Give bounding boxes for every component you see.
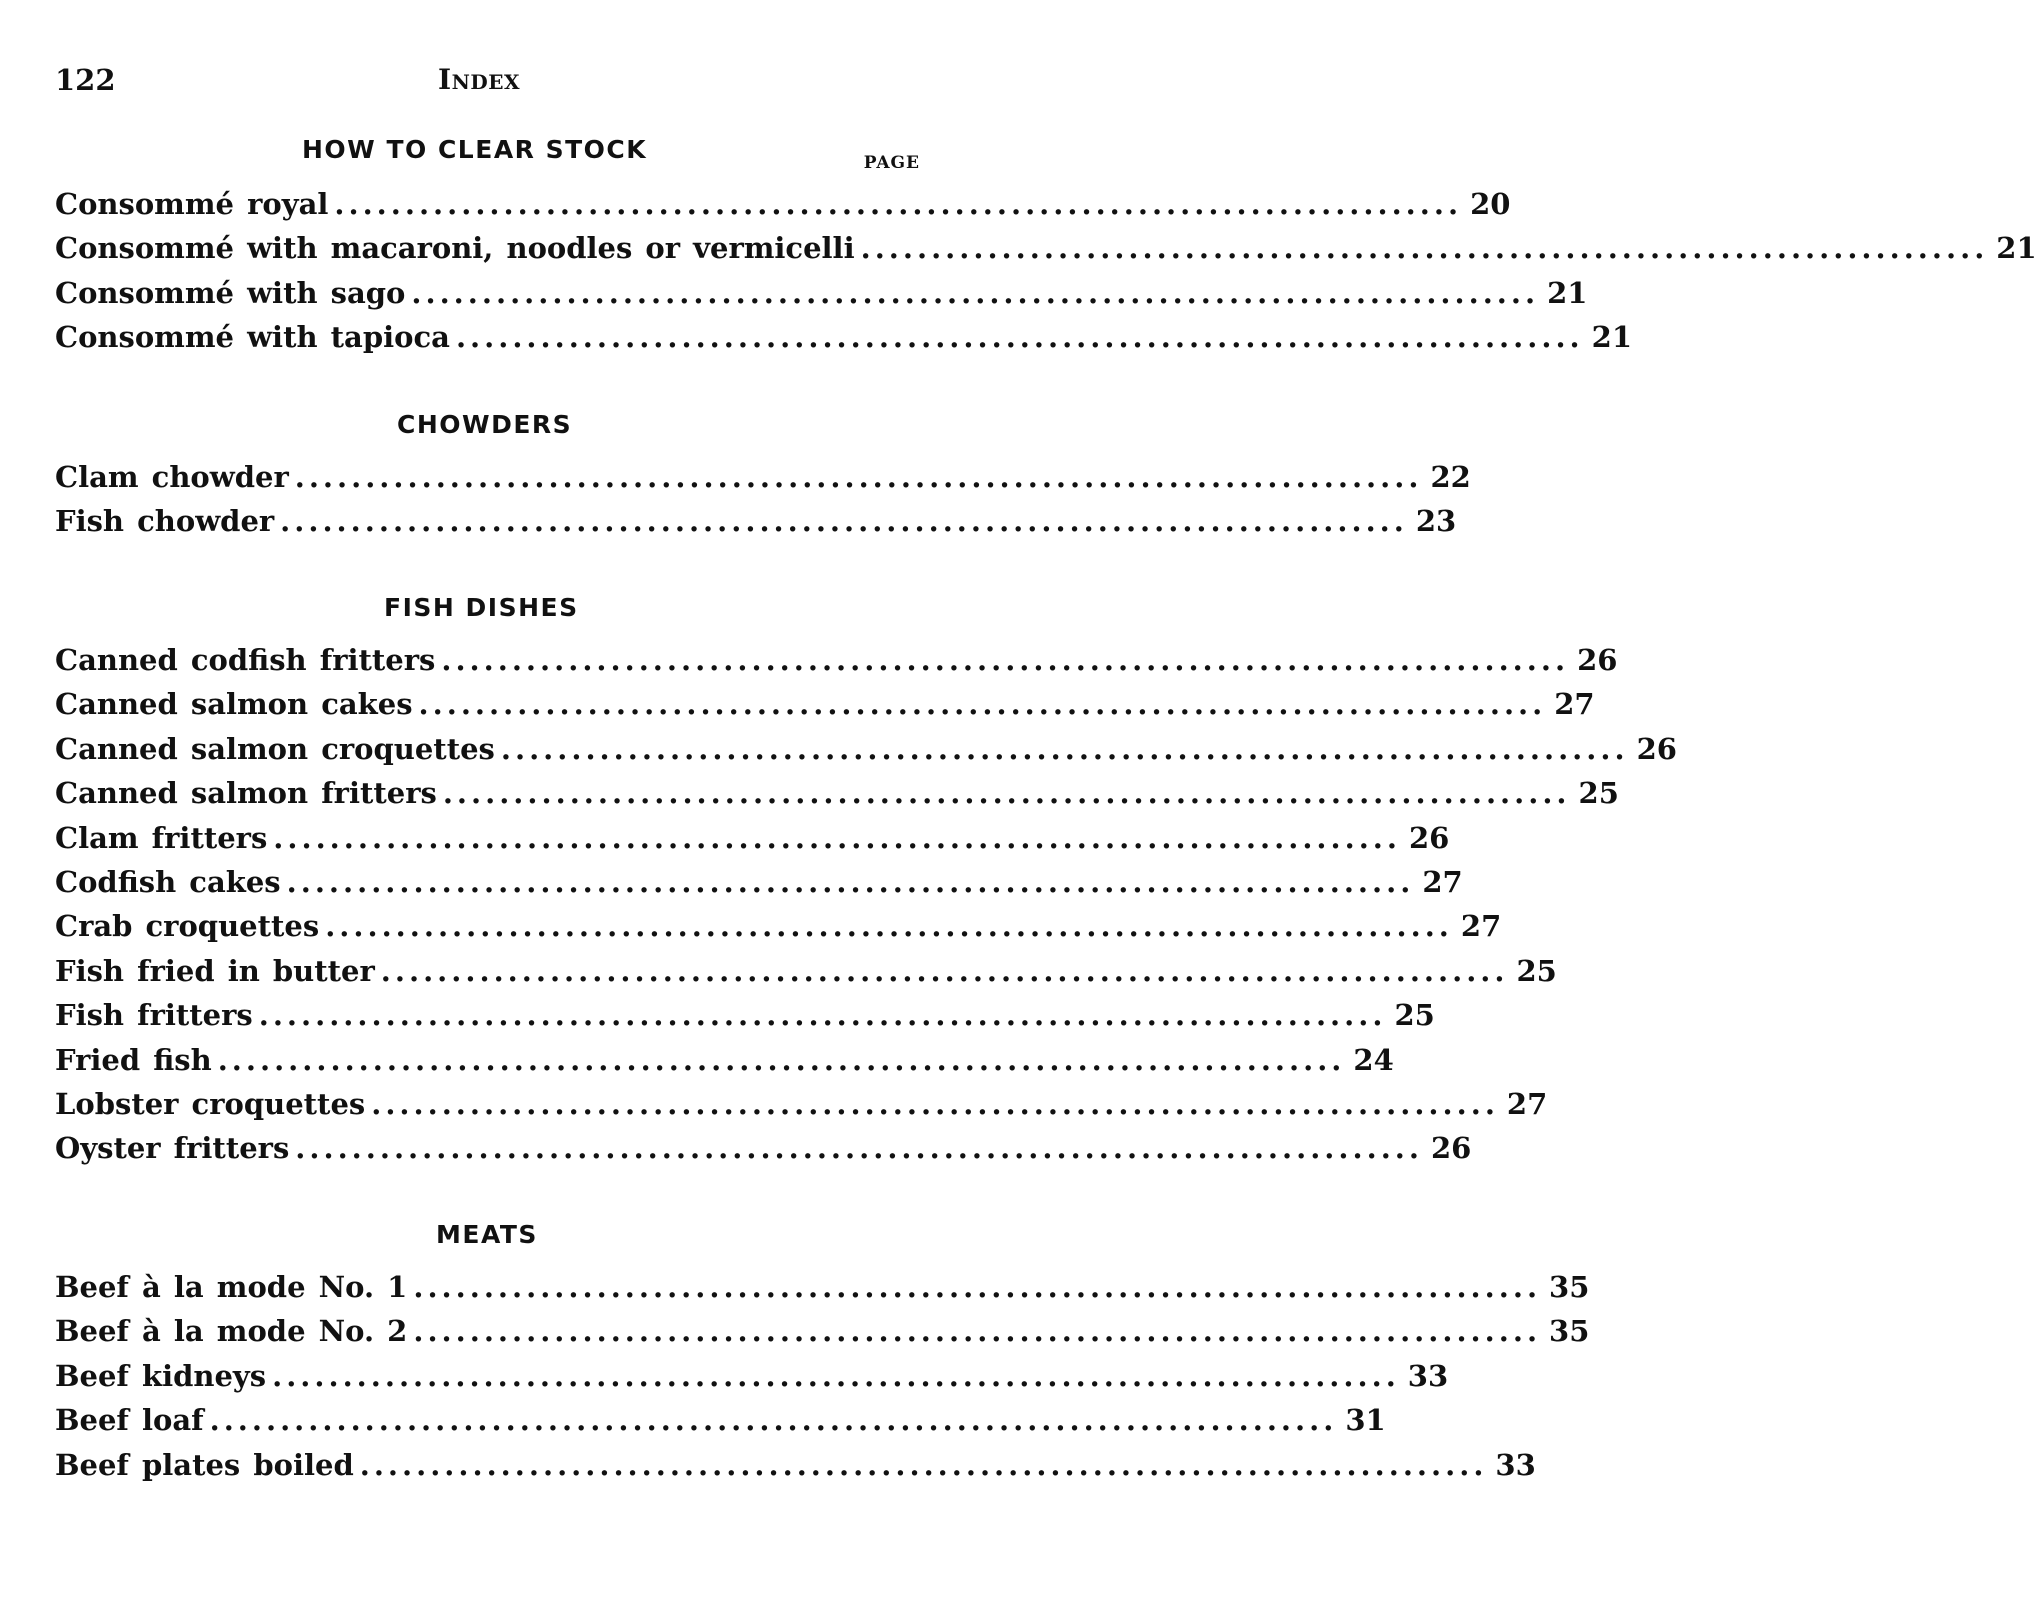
- entry-title: Consommé with sago: [55, 275, 406, 310]
- index-entry: [55, 1126, 1472, 1170]
- entry-page: 35: [1549, 1270, 1590, 1304]
- dot-leader: ................................................................................: [280, 504, 1408, 539]
- index-entry: [55, 1265, 1590, 1309]
- entry-title: Clam fritters: [55, 820, 268, 855]
- dot-leader: ................................................................................: [371, 1086, 1499, 1121]
- entry-page: 21: [1996, 231, 2037, 266]
- section-entries-fish-dishes: [55, 638, 1677, 1171]
- index-entry: [55, 226, 2037, 270]
- dot-leader: ................................................................................: [441, 643, 1570, 677]
- dot-leader: ................................................................................: [294, 460, 1423, 494]
- entry-title: Fish fritters: [55, 998, 253, 1033]
- dot-leader: ................................................................................: [217, 1042, 1346, 1077]
- section-heading-meats: MEATS: [436, 1220, 538, 1249]
- dot-leader: ................................................................................: [380, 953, 1509, 988]
- index-entry: [55, 727, 1677, 771]
- index-entry: [55, 860, 1463, 904]
- entry-page: 20: [1470, 187, 1511, 221]
- dot-leader: ................................................................................: [325, 909, 1453, 944]
- entry-title: Canned salmon cakes: [55, 687, 413, 722]
- entry-title: Codfish cakes: [55, 864, 281, 899]
- index-entry: [55, 638, 1618, 682]
- dot-leader: ................................................................................: [295, 1131, 1423, 1166]
- section-entries-chowders: [55, 455, 1471, 544]
- entry-title: Fish fried in butter: [55, 953, 375, 988]
- entry-page: 33: [1407, 1358, 1449, 1393]
- index-entry: [55, 1309, 1590, 1353]
- entry-title: Fish chowder: [55, 504, 275, 539]
- entry-page: 27: [1506, 1086, 1548, 1121]
- index-entry: [55, 1038, 1394, 1082]
- entry-page: 24: [1353, 1042, 1394, 1077]
- dot-leader: ................................................................................: [500, 731, 1629, 766]
- entry-title: Beef plates boiled: [55, 1447, 354, 1482]
- entry-page: 27: [1422, 864, 1463, 899]
- index-entry: [55, 816, 1450, 860]
- index-entry: [55, 1082, 1548, 1126]
- entry-page: 25: [1394, 998, 1435, 1033]
- entry-page: 26: [1430, 1131, 1472, 1166]
- dot-leader: ................................................................................: [418, 687, 1547, 722]
- page-column-label: PAGE: [863, 153, 920, 173]
- entry-title: Canned salmon croquettes: [55, 731, 495, 766]
- index-entry: [55, 1398, 1386, 1442]
- entry-title: Beef à la mode No. 2: [55, 1314, 408, 1349]
- entry-page: 21: [1547, 275, 1588, 310]
- section-heading-fish-dishes: FISH DISHES: [384, 593, 579, 622]
- entry-title: Crab croquettes: [55, 909, 320, 944]
- entry-page: 22: [1430, 460, 1471, 494]
- entry-title: Canned salmon fritters: [55, 776, 437, 811]
- index-entry: [55, 904, 1502, 948]
- index-entry: [55, 182, 1511, 226]
- dot-leader: ................................................................................: [413, 1270, 1542, 1304]
- dot-leader: ................................................................................: [860, 231, 1989, 266]
- index-entry: [55, 771, 1619, 815]
- dot-leader: ................................................................................: [455, 320, 1584, 355]
- entry-page: 26: [1409, 820, 1450, 855]
- entry-title: Beef à la mode No. 1: [55, 1270, 408, 1304]
- dot-leader: ................................................................................: [273, 820, 1401, 855]
- dot-leader: ................................................................................: [359, 1447, 1488, 1482]
- dot-leader: ................................................................................: [411, 275, 1540, 310]
- section-heading-chowders: CHOWDERS: [397, 410, 573, 439]
- index-entry: [55, 1443, 1536, 1487]
- index-entry: [55, 271, 1588, 315]
- entry-page: 26: [1577, 643, 1618, 677]
- entry-page: 33: [1495, 1447, 1536, 1482]
- page-number: 122: [55, 63, 116, 97]
- entry-page: 25: [1516, 953, 1557, 988]
- entry-page: 26: [1636, 731, 1677, 766]
- index-entry: [55, 499, 1457, 543]
- entry-title: Oyster fritters: [55, 1131, 290, 1166]
- index-entry: [55, 993, 1435, 1037]
- index-entry: [55, 315, 1632, 359]
- section-entries-how-to-clear-stock: [55, 182, 2037, 360]
- entry-title: Consommé with tapioca: [55, 320, 450, 355]
- dot-leader: ................................................................................: [209, 1403, 1338, 1438]
- entry-title: Fried fish: [55, 1042, 212, 1077]
- entry-title: Consommé with macaroni, noodles or vermicelli: [55, 231, 855, 266]
- entry-page: 25: [1578, 776, 1619, 811]
- dot-leader: ................................................................................: [413, 1314, 1542, 1349]
- running-head: [55, 62, 920, 102]
- index-entry: [55, 682, 1595, 726]
- entry-title: Canned codfish fritters: [55, 643, 436, 677]
- entry-page: 31: [1345, 1403, 1386, 1438]
- dot-leader: ................................................................................: [442, 776, 1571, 811]
- section-heading-how-to-clear-stock: HOW TO CLEAR STOCK: [302, 135, 648, 164]
- entry-page: 23: [1415, 504, 1457, 539]
- section-entries-meats: [55, 1265, 1590, 1487]
- dot-leader: ................................................................................: [258, 998, 1387, 1033]
- entry-page: 21: [1591, 320, 1632, 355]
- entry-page: 35: [1549, 1314, 1590, 1349]
- dot-leader: ................................................................................: [334, 187, 1463, 221]
- index-entry: [55, 455, 1471, 499]
- entry-title: Clam chowder: [55, 460, 289, 494]
- dot-leader: ................................................................................: [272, 1358, 1400, 1393]
- entry-title: Beef kidneys: [55, 1358, 267, 1393]
- index-entry: [55, 1354, 1449, 1398]
- index-entry: [55, 949, 1557, 993]
- entry-title: Lobster croquettes: [55, 1086, 366, 1121]
- dot-leader: ................................................................................: [286, 864, 1415, 899]
- entry-page: 27: [1554, 687, 1595, 722]
- entry-page: 27: [1460, 909, 1502, 944]
- entry-title: Beef loaf: [55, 1403, 204, 1438]
- running-title: Index: [438, 63, 520, 96]
- entry-title: Consommé royal: [55, 187, 329, 221]
